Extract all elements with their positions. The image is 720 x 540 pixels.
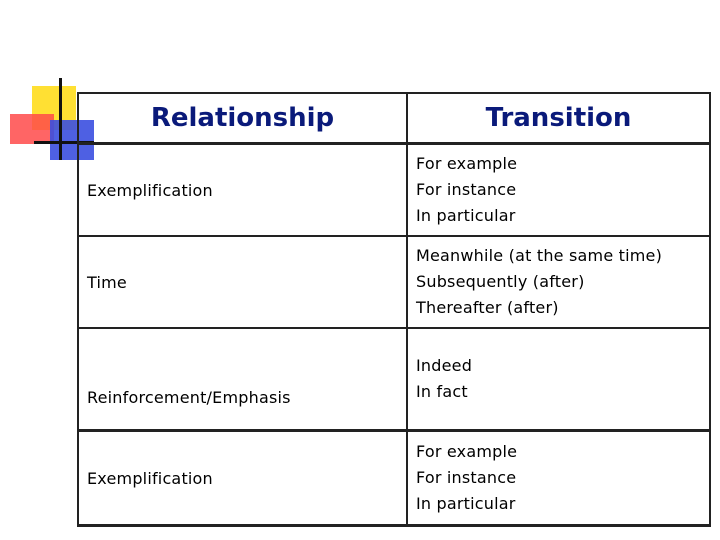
relationship-cell: Exemplification [78,144,407,237]
transition-item: Thereafter (after) [416,298,559,317]
transition-cell [407,144,710,237]
transition-cell [407,431,710,526]
transition-item: Subsequently (after) [416,272,585,291]
relationship-cell: Reinforcement/Emphasis [78,328,407,431]
table-header-row [78,93,710,144]
transition-item: In fact [416,382,468,401]
table-row [78,431,710,526]
transition-item: In particular [416,206,516,225]
table-row [78,328,710,431]
transition-item: For instance [416,180,517,199]
transition-item: For example [416,442,518,461]
table-row [78,144,710,237]
transition-item: Meanwhile (at the same time) [416,246,663,265]
transition-cell [407,328,710,431]
decor-red-square [10,114,54,144]
transition-item: Indeed [416,356,473,375]
transition-item: For example [416,154,518,173]
relationship-cell: Time [78,236,407,328]
header-relationship: Relationship [78,93,407,144]
decor-vertical-line [59,78,62,160]
transition-item: In particular [416,494,516,513]
table [77,92,711,527]
table-row [78,236,710,328]
transition-item: For instance [416,468,517,487]
header-transition: Transition [407,93,710,144]
transition-table [77,92,711,513]
transition-cell [407,236,710,328]
relationship-cell: Exemplification [78,431,407,526]
